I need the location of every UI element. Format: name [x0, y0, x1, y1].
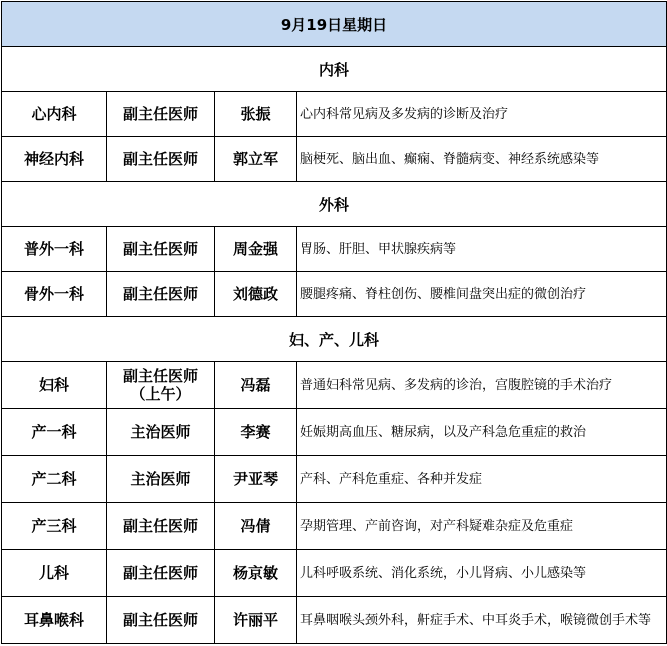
rank-cell: 副主任医师 [107, 550, 215, 597]
table-row [2, 597, 667, 644]
department-cell: 儿科 [2, 550, 107, 597]
rank-cell [107, 362, 215, 409]
table-row [2, 550, 667, 597]
rank-note: （上午） [130, 385, 191, 403]
department-cell: 耳鼻喉科 [2, 597, 107, 644]
doctor-name-cell: 李赛 [215, 409, 297, 456]
rank-cell: 副主任医师 [107, 503, 215, 550]
specialty-cell: 心内科常见病及多发病的诊断及治疗 [297, 92, 667, 137]
table-row [2, 456, 667, 503]
rank-cell: 主治医师 [107, 456, 215, 503]
rank-cell: 副主任医师 [107, 92, 215, 137]
rank-label: 副主任医师 [122, 367, 198, 385]
specialty-cell: 儿科呼吸系统、消化系统，小儿肾病、小儿感染等 [297, 550, 667, 597]
specialty-cell: 胃肠、肝胆、甲状腺疾病等 [297, 227, 667, 272]
schedule-table [1, 1, 667, 644]
specialty-cell: 普通妇科常见病、多发病的诊治，宫腹腔镜的手术治疗 [297, 362, 667, 409]
doctor-name-cell: 杨京敏 [215, 550, 297, 597]
specialty-cell: 腰腿疼痛、脊柱创伤、腰椎间盘突出症的微创治疗 [297, 272, 667, 317]
table-row [2, 137, 667, 182]
department-cell: 妇科 [2, 362, 107, 409]
rank-cell: 副主任医师 [107, 227, 215, 272]
section-header-internal-medicine: 内科 [2, 47, 667, 92]
rank-cell: 主治医师 [107, 409, 215, 456]
table-row [2, 92, 667, 137]
rank-cell: 副主任医师 [107, 597, 215, 644]
rank-cell: 副主任医师 [107, 137, 215, 182]
doctor-name-cell: 刘德政 [215, 272, 297, 317]
section-header-ob-gyn-pediatrics: 妇、产、儿科 [2, 317, 667, 362]
table-row [2, 362, 667, 409]
specialty-cell: 耳鼻咽喉头颈外科，鼾症手术、中耳炎手术，喉镜微创手术等 [297, 597, 667, 644]
table-row [2, 409, 667, 456]
specialty-cell: 妊娠期高血压、糖尿病，以及产科急危重症的救治 [297, 409, 667, 456]
specialty-cell: 脑梗死、脑出血、癫痫、脊髓病变、神经系统感染等 [297, 137, 667, 182]
department-cell: 产二科 [2, 456, 107, 503]
department-cell: 骨外一科 [2, 272, 107, 317]
doctor-name-cell: 许丽平 [215, 597, 297, 644]
doctor-name-cell: 周金强 [215, 227, 297, 272]
department-cell: 神经内科 [2, 137, 107, 182]
section-header-surgery: 外科 [2, 182, 667, 227]
doctor-name-cell: 尹亚琴 [215, 456, 297, 503]
doctor-name-cell: 冯磊 [215, 362, 297, 409]
rank-cell: 副主任医师 [107, 272, 215, 317]
doctor-name-cell: 冯倩 [215, 503, 297, 550]
department-cell: 普外一科 [2, 227, 107, 272]
table-row [2, 272, 667, 317]
department-cell: 产三科 [2, 503, 107, 550]
schedule-title: 9月19日星期日 [2, 2, 667, 47]
table-row [2, 503, 667, 550]
doctor-name-cell: 张振 [215, 92, 297, 137]
table-row [2, 227, 667, 272]
specialty-cell: 产科、产科危重症、各种并发症 [297, 456, 667, 503]
specialty-cell: 孕期管理、产前咨询，对产科疑难杂症及危重症 [297, 503, 667, 550]
doctor-name-cell: 郭立军 [215, 137, 297, 182]
department-cell: 产一科 [2, 409, 107, 456]
department-cell: 心内科 [2, 92, 107, 137]
